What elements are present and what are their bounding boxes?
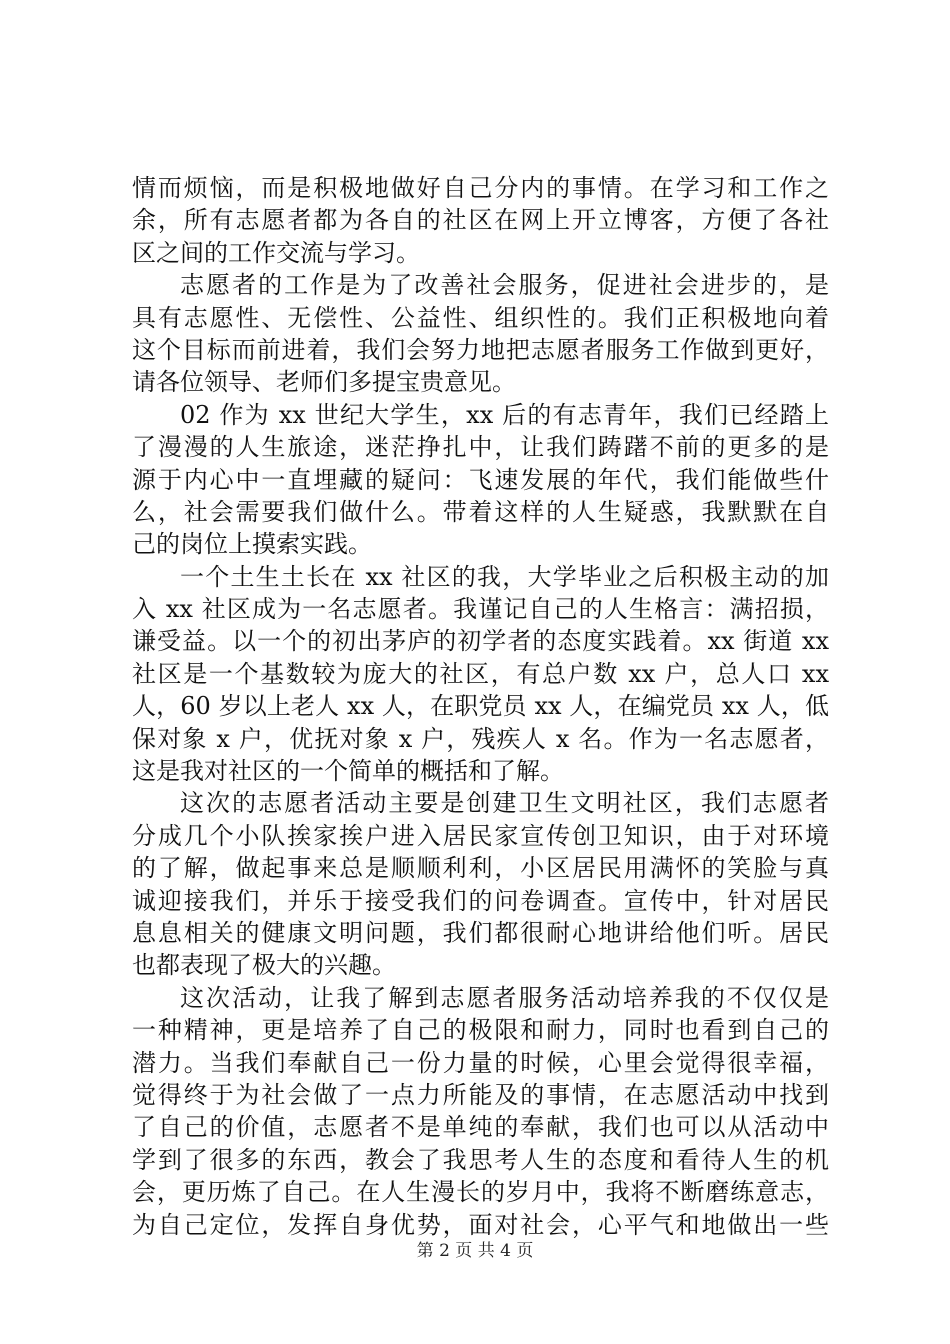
text-line: 了自己的价值，志愿者不是单纯的奉献，我们也可以从活动中 <box>132 1113 829 1142</box>
text-line: 觉得终于为社会做了一点力所能及的事情，在志愿活动中找到 <box>132 1080 829 1109</box>
text-line: 人，60 岁以上老人 xx 人，在职党员 xx 人，在编党员 xx 人，低 <box>132 692 829 721</box>
text-line: 学到了很多的东西，教会了我思考人生的态度和看待人生的机 <box>132 1145 829 1174</box>
text-line: 也都表现了极大的兴趣。 <box>132 951 396 980</box>
text-line: 请各位领导、老师们多提宝贵意见。 <box>132 368 516 397</box>
text-line: 谦受益。以一个的初出茅庐的初学者的态度实践着。xx 街道 xx <box>132 627 829 656</box>
text-line: 诚迎接我们，并乐于接受我们的问卷调查。宣传中，针对居民 <box>132 886 829 915</box>
text-line: 志愿者的工作是为了改善社会服务，促进社会进步的，是 <box>180 271 829 300</box>
text-line: 社区是一个基数较为庞大的社区，有总户数 xx 户，总人口 xx <box>132 659 829 688</box>
page-footer: 第 2 页 共 4 页 <box>416 1241 534 1261</box>
text-line: 一种精神，更是培养了自己的极限和耐力，同时也看到自己的 <box>132 1016 829 1045</box>
text-line: 己的岗位上摸索实践。 <box>132 530 372 559</box>
text-line: 具有志愿性、无偿性、公益性、组织性的。我们正积极地向着 <box>132 303 829 332</box>
text-line: 这个目标而前进着，我们会努力地把志愿者服务工作做到更好， <box>132 335 829 364</box>
text-line: 区之间的工作交流与学习。 <box>132 238 420 267</box>
text-line: 潜力。当我们奉献自己一份力量的时候，心里会觉得很幸福， <box>132 1048 829 1077</box>
text-line: 的了解，做起事来总是顺顺利利，小区居民用满怀的笑脸与真 <box>132 854 829 883</box>
text-line: 这次的志愿者活动主要是创建卫生文明社区，我们志愿者 <box>180 789 829 818</box>
text-line: 这是我对社区的一个简单的概括和了解。 <box>132 757 564 786</box>
text-line: 源于内心中一直埋藏的疑问：飞速发展的年代，我们能做些什 <box>132 465 829 494</box>
text-line: 入 xx 社区成为一名志愿者。我谨记自己的人生格言：满招损， <box>132 595 829 624</box>
text-line: 这次活动，让我了解到志愿者服务活动培养我的不仅仅是 <box>180 983 829 1012</box>
text-line: 分成几个小队挨家挨户进入居民家宣传创卫知识，由于对环境 <box>132 821 829 850</box>
text-line: 息息相关的健康文明问题，我们都很耐心地讲给他们听。居民 <box>132 918 829 947</box>
text-line: 为自己定位，发挥自身优势，面对社会，心平气和地做出一些 <box>132 1210 829 1239</box>
text-line: 么，社会需要我们做什么。带着这样的人生疑惑，我默默在自 <box>132 497 829 526</box>
text-line: 02 作为 xx 世纪大学生，xx 后的有志青年，我们已经踏上 <box>180 400 829 429</box>
text-line: 一个土生土长在 xx 社区的我，大学毕业之后积极主动的加 <box>180 562 829 591</box>
text-line: 情而烦恼，而是积极地做好自己分内的事情。在学习和工作之 <box>132 174 829 202</box>
document-body <box>132 172 829 1241</box>
text-line: 保对象 x 户，优抚对象 x 户，残疾人 x 名。作为一名志愿者， <box>132 724 829 753</box>
text-line: 会，更历炼了自己。在人生漫长的岁月中，我将不断磨练意志， <box>132 1178 829 1207</box>
text-line: 余，所有志愿者都为各自的社区在网上开立博客，方便了各社 <box>132 206 829 235</box>
text-line: 了漫漫的人生旅途，迷茫挣扎中，让我们踌躇不前的更多的是 <box>132 433 829 462</box>
